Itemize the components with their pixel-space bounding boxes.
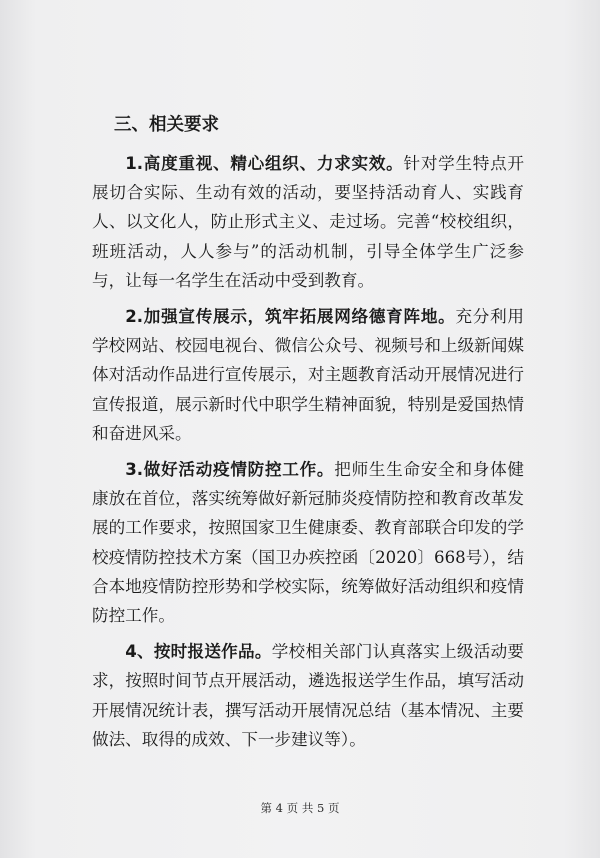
requirement-item-1 [92,149,524,295]
requirement-item-3 [92,455,524,630]
requirement-title: 1.高度重视、精心组织、力求实效。 [125,154,404,173]
requirement-title: 2.加强宣传展示，筑牢拓展网络德育阵地。 [125,307,456,327]
requirement-body: 针对学生特点开展切合实际、生动有效的活动，要坚持活动育人、实践育人、以文化人，防止形式主义、走过场。完善“校校组织，班班活动，人人参与”的活动机制，引导全体学生广泛参与，让每一名学生在活动中受到教育。 [92,154,524,290]
section-heading: 三、相关要求 [114,115,219,135]
document-body [92,111,524,761]
requirement-title: 4、按时报送作品。 [125,642,272,662]
requirement-body: 充分利用学校网站、校园电视台、微信公众号、视频号和上级新闻媒体对活动作品进行宣传展示，对主题教育活动开展情况进行宣传报道，展示新时代中职学生精神面貌，特别是爱国热情和奋进风采。 [92,307,524,443]
requirement-item-4 [92,637,524,754]
requirement-body: 把师生生命安全和身体健康放在首位，落实统筹做好新冠肺炎疫情防控和教育改革发展的工作要求，按照国家卫生健康委、教育部联合印发的学校疫情防控技术方案（国卫办疾控函〔2020〕668号），结合本地疫情防控形势和学校实际，统筹做好活动组织和疫情防控工作。 [92,460,525,626]
requirement-title: 3.做好活动疫情防控工作。 [125,460,335,480]
requirement-item-2 [92,302,524,448]
page-number: 第 4 页 共 5 页 [260,801,340,815]
requirement-body: 学校相关部门认真落实上级活动要求，按照时间节点开展活动，遴选报送学生作品，填写活动开展情况统计表，撰写活动开展情况总结（基本情况、主要做法、取得的成效、下一步建议等）。 [92,642,525,749]
